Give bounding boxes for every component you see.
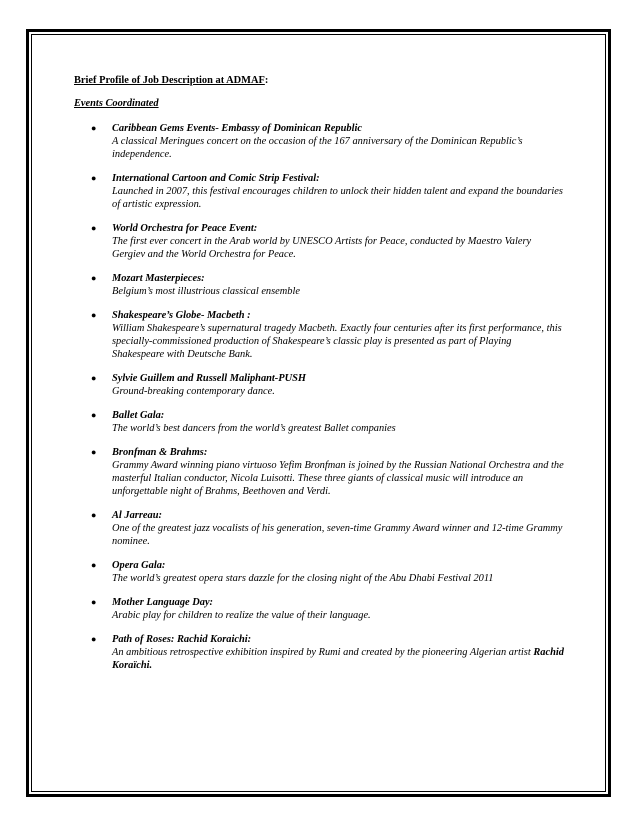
event-description-text: Launched in 2007, this festival encourages children to unlock their hidden talent and expand the boundaries of artistic expression.	[112, 186, 563, 210]
event-title: Bronfman & Brahms:	[112, 447, 208, 458]
event-description-text: Arabic play for children to realize the value of their language.	[112, 610, 371, 621]
event-description	[112, 385, 564, 398]
event-description-text: The world’s best dancers from the world’s greatest Ballet companies	[112, 423, 396, 434]
events-list	[74, 122, 564, 672]
bullet-icon: ●	[91, 123, 97, 133]
event-item	[74, 172, 564, 211]
section-title: Events Coordinated	[74, 98, 159, 109]
bullet-icon: ●	[91, 410, 97, 420]
event-description	[112, 322, 564, 361]
bullet-icon: ●	[91, 373, 97, 383]
event-item	[74, 372, 564, 398]
event-description	[112, 135, 564, 161]
event-description	[112, 285, 564, 298]
event-description	[112, 572, 564, 585]
event-description	[112, 646, 564, 672]
bullet-icon: ●	[91, 223, 97, 233]
event-title: International Cartoon and Comic Strip Festival:	[112, 173, 320, 184]
event-description	[112, 235, 564, 261]
bullet-icon: ●	[91, 597, 97, 607]
event-title: Ballet Gala:	[112, 410, 165, 421]
bullet-icon: ●	[91, 447, 97, 457]
event-description-text: One of the greatest jazz vocalists of his generation, seven-time Grammy Award winner and 12-time Grammy nominee.	[112, 523, 563, 547]
event-title: Caribbean Gems Events- Embassy of Dominican Republic	[112, 123, 362, 134]
event-description-text: William Shakespeare’s supernatural tragedy Macbeth. Exactly four centuries after its first performance, this specially-commissioned production of Shakespeare’s classic play is presented as part of Playing Shakespeare with Deutsche Bank.	[112, 323, 562, 360]
event-description-bold: Rachid Koraïchi.	[112, 647, 564, 671]
event-item	[74, 509, 564, 548]
event-item	[74, 596, 564, 622]
event-description	[112, 185, 564, 211]
event-title: Shakespeare’s Globe- Macbeth :	[112, 310, 251, 321]
event-item	[74, 446, 564, 498]
event-description-text: Grammy Award winning piano virtuoso Yefim Bronfman is joined by the Russian National Orchestra and the masterful Italian conductor, Nicola Luisotti. These three giants of classical music will introduce an unforgettable night of Brahms, Beethoven and Verdi.	[112, 460, 564, 497]
event-title: Mother Language Day:	[112, 597, 214, 608]
document-heading	[74, 74, 564, 87]
event-item	[74, 559, 564, 585]
event-item	[74, 222, 564, 261]
event-description-text: The world’s greatest opera stars dazzle for the closing night of the Abu Dhabi Festival 2011	[112, 573, 494, 584]
document-body	[74, 74, 564, 683]
event-item	[74, 409, 564, 435]
event-item	[74, 272, 564, 298]
event-description	[112, 422, 564, 435]
event-title: Mozart Masterpieces:	[112, 273, 205, 284]
event-description-text: The first ever concert in the Arab world by UNESCO Artists for Peace, conducted by Maestro Valery Gergiev and the World Orchestra for Peace.	[112, 236, 532, 260]
event-description-text: Ground-breaking contemporary dance.	[112, 386, 275, 397]
bullet-icon: ●	[91, 310, 97, 320]
event-description	[112, 609, 564, 622]
heading-colon: :	[264, 75, 269, 86]
event-description	[112, 459, 564, 498]
bullet-icon: ●	[91, 173, 97, 183]
event-description	[112, 522, 564, 548]
bullet-icon: ●	[91, 273, 97, 283]
bullet-icon: ●	[91, 634, 97, 644]
event-title: Opera Gala:	[112, 560, 166, 571]
event-item	[74, 122, 564, 161]
bullet-icon: ●	[91, 560, 97, 570]
event-description-text: An ambitious retrospective exhibition inspired by Rumi and created by the pioneering Algerian artist	[112, 647, 534, 658]
bullet-icon: ●	[91, 510, 97, 520]
event-item	[74, 309, 564, 361]
event-item	[74, 633, 564, 672]
event-title: World Orchestra for Peace Event:	[112, 223, 258, 234]
event-title: Sylvie Guillem and Russell Maliphant-PUSH	[112, 373, 306, 384]
event-description-text: A classical Meringues concert on the occasion of the 167 anniversary of the Dominican Republic’s independence.	[112, 136, 523, 160]
event-title: Path of Roses: Rachid Koraichi:	[112, 634, 252, 645]
event-title: Al Jarreau:	[112, 510, 162, 521]
event-description-text: Belgium’s most illustrious classical ensemble	[112, 286, 300, 297]
heading-title: Brief Profile of Job Description at ADMAF	[74, 75, 265, 86]
